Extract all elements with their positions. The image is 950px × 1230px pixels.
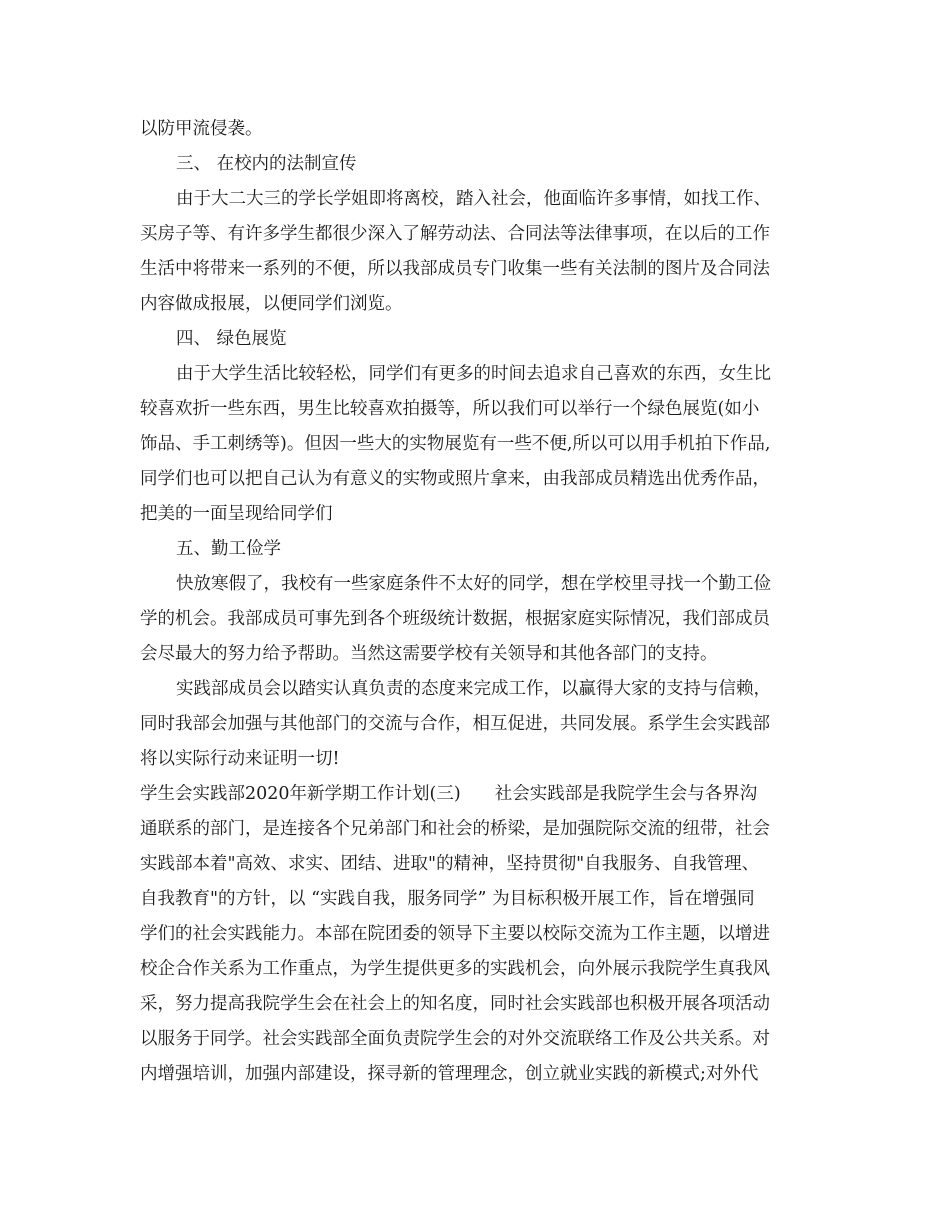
paragraph-line: 买房子等、有许多学生都很少深入了解劳动法、合同法等法律事项，在以后的工作 [140, 224, 770, 244]
plan-title: 学生会实践部2020年新学期工作计划(三) [140, 784, 461, 804]
paragraph-start: 社会实践部是我院学生会与各界沟 [494, 784, 758, 804]
paragraph-line: 内容做成报展，以便同学们浏览。 [140, 294, 403, 314]
paragraph-line: 饰品、手工刺绣等)。但因一些大的实物展览有一些不便,所以可以用手机拍下作品, [140, 434, 771, 454]
paragraph-line: 实践部本着"高效、求实、团结、进取"的精神，坚持贯彻"自我服务、自我管理、 [140, 854, 760, 874]
paragraph-line: 快放寒假了，我校有一些家庭条件不太好的同学，想在学校里寻找一个勤工俭 [176, 574, 771, 594]
paragraph-line: 以防甲流侵袭。 [140, 119, 263, 139]
paragraph-line: 把美的一面呈现给同学们 [140, 504, 333, 524]
paragraph-line: 学的机会。我部成员可事先到各个班级统计数据，根据家庭实际情况，我们部成员 [140, 609, 770, 629]
paragraph-line: 较喜欢折一些东西，男生比较喜欢拍摄等，所以我们可以举行一个绿色展览(如小 [140, 399, 760, 419]
paragraph-line: 由于大学生活比较轻松，同学们有更多的时间去追求自己喜欢的东西，女生比 [176, 364, 771, 384]
section-heading-4: 四、 绿色展览 [176, 329, 287, 349]
paragraph-line: 以服务于同学。社会实践部全面负责院学生会的对外交流联络工作及公共关系。对 [140, 1029, 770, 1049]
section-heading-5: 五、勤工俭学 [176, 539, 281, 559]
paragraph-line: 生活中将带来一系列的不便，所以我部成员专门收集一些有关法制的图片及合同法 [140, 259, 770, 279]
paragraph-line: 通联系的部门，是连接各个兄弟部门和社会的桥梁，是加强院际交流的纽带，社会 [140, 819, 770, 839]
paragraph-line: 由于大二大三的学长学姐即将离校，踏入社会，他面临许多事情，如找工作、 [176, 189, 771, 209]
paragraph-line: 同时我部会加强与其他部门的交流与合作，相互促进，共同发展。系学生会实践部 [140, 714, 770, 734]
paragraph-line: 实践部成员会以踏实认真负责的态度来完成工作，以赢得大家的支持与信赖， [176, 679, 771, 699]
paragraph-line: 会尽最大的努力给予帮助。当然这需要学校有关领导和其他各部门的支持。 [140, 644, 718, 664]
paragraph-line: 采，努力提高我院学生会在社会上的知名度，同时社会实践部也积极开展各项活动 [140, 994, 770, 1014]
paragraph-line: 内增强培训，加强内部建设，探寻新的管理理念，创立就业实践的新模式;对外代 [140, 1064, 759, 1084]
paragraph-line: 同学们也可以把自己认为有意义的实物或照片拿来，由我部成员精选出优秀作品， [140, 469, 770, 489]
section-heading-3: 三、 在校内的法制宣传 [176, 154, 357, 174]
paragraph-line: 学们的社会实践能力。本部在院团委的领导下主要以校际交流为工作主题，以增进 [140, 924, 770, 944]
paragraph-line: 校企合作关系为工作重点，为学生提供更多的实践机会，向外展示我院学生真我风 [140, 959, 770, 979]
paragraph-line-with-title [140, 782, 757, 806]
paragraph-line: 将以实际行动来证明一切! [140, 749, 340, 769]
paragraph-line: 自我教育"的方针，以 “实践自我，服务同学” 为目标积极开展工作，旨在增强同 [140, 889, 755, 909]
